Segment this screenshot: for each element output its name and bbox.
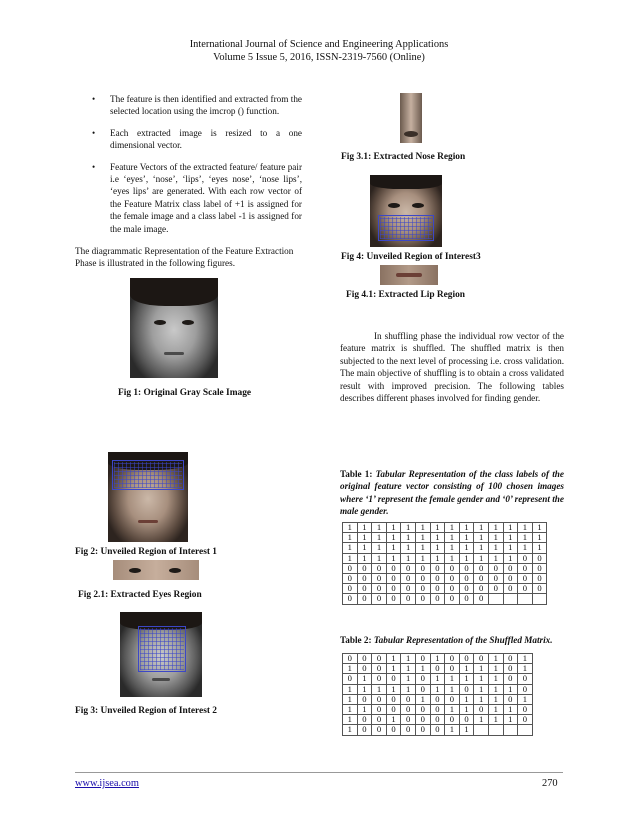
table-cell: 1 <box>503 523 518 533</box>
table2-caption <box>340 634 564 646</box>
table-cell: 1 <box>488 654 503 664</box>
table-cell: 1 <box>488 543 503 553</box>
table-cell: 1 <box>488 694 503 704</box>
eyes-region-image <box>113 560 199 580</box>
table-cell: 0 <box>357 563 372 573</box>
table-cell: 1 <box>343 694 358 704</box>
table-cell: 1 <box>415 533 430 543</box>
table-cell: 0 <box>445 654 460 664</box>
table-cell: 1 <box>415 553 430 563</box>
table-cell: 1 <box>430 543 445 553</box>
table-cell: 1 <box>343 664 358 674</box>
table-cell: 0 <box>386 584 401 594</box>
table-cell: 0 <box>357 654 372 664</box>
table-row <box>343 715 533 725</box>
table-cell: 1 <box>386 523 401 533</box>
table-cell: 0 <box>401 574 416 584</box>
table-cell: 1 <box>474 533 489 543</box>
feature-extraction-bullets <box>80 93 302 244</box>
table-cell: 1 <box>415 523 430 533</box>
table-cell: 1 <box>518 664 533 674</box>
table-cell: 1 <box>357 533 372 543</box>
table-cell: 0 <box>401 584 416 594</box>
table-cell: 1 <box>357 674 372 684</box>
table-cell: 1 <box>357 705 372 715</box>
table-row <box>343 664 533 674</box>
table-cell: 1 <box>488 553 503 563</box>
table-cell: 1 <box>459 705 474 715</box>
table-cell: 1 <box>372 553 387 563</box>
table-row <box>343 533 547 543</box>
table-cell: 1 <box>503 533 518 543</box>
table-row <box>343 684 533 694</box>
table-cell: 1 <box>488 523 503 533</box>
table-cell: 0 <box>401 594 416 604</box>
table-cell: 1 <box>401 654 416 664</box>
table-cell: 0 <box>372 594 387 604</box>
table-cell: 1 <box>343 553 358 563</box>
table-cell: 0 <box>401 715 416 725</box>
table-cell: 0 <box>430 574 445 584</box>
table-cell: 1 <box>372 684 387 694</box>
table-row <box>343 574 547 584</box>
table-row <box>343 584 547 594</box>
table-cell: 0 <box>488 574 503 584</box>
table-cell: 1 <box>372 543 387 553</box>
fig2-caption: Fig 2: Unveiled Region of Interest 1 <box>75 547 217 557</box>
table-cell: 1 <box>518 523 533 533</box>
table-cell: 1 <box>459 664 474 674</box>
table1-label: Table 1: <box>340 469 373 479</box>
table-cell: 0 <box>343 584 358 594</box>
table-cell: 0 <box>386 674 401 684</box>
table-cell: 1 <box>386 543 401 553</box>
table-cell: 0 <box>459 563 474 573</box>
table-cell: 0 <box>357 574 372 584</box>
table-cell: 0 <box>430 725 445 735</box>
table-cell: 0 <box>430 584 445 594</box>
table-row <box>343 654 533 664</box>
table-cell: 0 <box>503 674 518 684</box>
table-row <box>343 694 533 704</box>
table-cell: 0 <box>415 574 430 584</box>
table-row <box>343 705 533 715</box>
table-cell: 0 <box>357 715 372 725</box>
table2-caption-text: Tabular Representation of the Shuffled Matrix. <box>373 635 553 645</box>
table-cell: 1 <box>459 533 474 543</box>
table-cell: 0 <box>445 584 460 594</box>
table-cell: 0 <box>503 694 518 704</box>
fig41-caption: Fig 4.1: Extracted Lip Region <box>346 290 466 300</box>
table-cell: 0 <box>401 694 416 704</box>
roi1-face-image <box>108 452 188 542</box>
table-cell: 0 <box>343 594 358 604</box>
table1-caption-text: Tabular Representation of the class labels of the original feature vector consisting of 100 chosen images where ‘1’ represent the female gender and ‘0’ represent the male gender. <box>340 469 564 517</box>
table-cell: 0 <box>372 705 387 715</box>
table-cell: 1 <box>401 553 416 563</box>
list-item <box>80 127 302 152</box>
table-cell: 1 <box>474 715 489 725</box>
table-cell: 1 <box>430 654 445 664</box>
table-cell: 0 <box>518 574 533 584</box>
table-cell: 0 <box>357 664 372 674</box>
table-cell: 1 <box>445 725 460 735</box>
journal-header <box>0 38 638 64</box>
table-cell: 0 <box>532 563 547 573</box>
table-cell: 0 <box>372 563 387 573</box>
fig1-caption: Fig 1: Original Gray Scale Image <box>118 388 252 398</box>
table-cell: 0 <box>488 563 503 573</box>
table-cell: 0 <box>372 674 387 684</box>
table-row <box>343 523 547 533</box>
shuffled-matrix-table <box>342 653 533 736</box>
table-cell: 0 <box>488 584 503 594</box>
table-cell: 0 <box>474 574 489 584</box>
table-cell <box>518 594 533 604</box>
table-cell: 0 <box>445 694 460 704</box>
table-cell: 1 <box>343 725 358 735</box>
table-cell: 0 <box>343 674 358 684</box>
bullet-icon: • <box>92 94 96 104</box>
lip-region-image <box>380 265 438 285</box>
fig4-caption: Fig 4: Unveiled Region of Interest3 <box>341 252 481 262</box>
table-cell: 1 <box>343 543 358 553</box>
table-cell: 1 <box>488 533 503 543</box>
table-cell: 0 <box>459 715 474 725</box>
table-cell: 0 <box>503 563 518 573</box>
list-item <box>80 93 302 118</box>
table-cell: 0 <box>357 694 372 704</box>
table-cell: 0 <box>386 563 401 573</box>
table-cell: 0 <box>415 563 430 573</box>
table-cell: 0 <box>445 563 460 573</box>
table-cell <box>532 594 547 604</box>
table-cell: 1 <box>488 684 503 694</box>
table-row <box>343 594 547 604</box>
table-cell <box>474 725 489 735</box>
page-number: 270 <box>542 778 558 789</box>
table-cell: 1 <box>386 654 401 664</box>
table-cell: 1 <box>357 523 372 533</box>
table-cell: 1 <box>430 553 445 563</box>
table-cell: 1 <box>474 523 489 533</box>
table-cell: 0 <box>474 705 489 715</box>
table-cell: 1 <box>415 664 430 674</box>
shuffling-paragraph: In shuffling phase the individual row vector of the feature matrix is shuffled. The shuffled matrix is then subjected to the next level of processing i.e. cross validation. The main objective of shuffling is to obtain a cross validated result with improved precision. The following tables describes different phases involved for finding gender. <box>340 331 564 404</box>
table-cell: 1 <box>430 684 445 694</box>
table-cell <box>503 594 518 604</box>
table-cell: 0 <box>445 715 460 725</box>
nose-region-image <box>400 93 422 143</box>
table-cell: 1 <box>343 684 358 694</box>
table-cell: 1 <box>445 523 460 533</box>
table-cell: 0 <box>445 594 460 604</box>
table-cell: 1 <box>503 705 518 715</box>
table-cell: 0 <box>386 705 401 715</box>
table-cell: 0 <box>357 584 372 594</box>
table1-caption <box>340 468 564 518</box>
table-cell: 1 <box>474 694 489 704</box>
table-cell <box>488 725 503 735</box>
table-cell: 1 <box>488 715 503 725</box>
table-cell: 0 <box>518 674 533 684</box>
table-cell: 0 <box>503 574 518 584</box>
table-cell: 0 <box>474 584 489 594</box>
table-cell: 0 <box>415 584 430 594</box>
table-cell: 0 <box>459 684 474 694</box>
table-cell: 0 <box>386 574 401 584</box>
table-cell: 0 <box>415 705 430 715</box>
class-label-table <box>342 522 547 605</box>
journal-title: International Journal of Science and Engineering Applications <box>189 39 449 50</box>
table-cell: 1 <box>357 684 372 694</box>
table-cell: 0 <box>372 574 387 584</box>
table-cell: 0 <box>401 705 416 715</box>
table-cell: 0 <box>459 584 474 594</box>
table-cell: 1 <box>518 543 533 553</box>
roi2-face-image <box>120 612 202 697</box>
table-cell: 0 <box>415 715 430 725</box>
table-cell: 0 <box>415 594 430 604</box>
bullet-text: The feature is then identified and extracted from the selected location using the imcrop () function. <box>110 94 302 117</box>
table-cell: 0 <box>430 715 445 725</box>
table-cell: 1 <box>401 684 416 694</box>
table-cell: 0 <box>386 694 401 704</box>
table-cell: 0 <box>343 654 358 664</box>
roi3-face-image <box>370 175 442 247</box>
table-cell: 0 <box>474 594 489 604</box>
table-cell: 1 <box>343 533 358 543</box>
table-cell: 0 <box>459 574 474 584</box>
table-cell: 1 <box>503 543 518 553</box>
table-cell: 1 <box>415 543 430 553</box>
table-cell: 1 <box>401 533 416 543</box>
fig21-caption: Fig 2.1: Extracted Eyes Region <box>78 590 202 600</box>
journal-issue: Volume 5 Issue 5, 2016, ISSN-2319-7560 (Online) <box>213 52 425 63</box>
intro-paragraph: The diagrammatic Representation of the Feature Extraction Phase is illustrated in the following figures. <box>75 246 294 269</box>
table-cell: 0 <box>372 694 387 704</box>
table-cell: 1 <box>459 523 474 533</box>
table-cell: 0 <box>532 553 547 563</box>
table-cell: 1 <box>372 533 387 543</box>
table-cell: 0 <box>357 594 372 604</box>
table-row <box>343 543 547 553</box>
table-cell: 0 <box>474 654 489 664</box>
table-cell: 0 <box>415 654 430 664</box>
table-cell: 0 <box>518 715 533 725</box>
table-cell: 0 <box>386 725 401 735</box>
table-cell: 0 <box>343 574 358 584</box>
table-cell: 0 <box>474 563 489 573</box>
table-cell: 0 <box>430 563 445 573</box>
table-cell: 1 <box>445 674 460 684</box>
table-cell: 0 <box>430 705 445 715</box>
table-cell: 1 <box>503 553 518 563</box>
table-cell: 1 <box>401 664 416 674</box>
fig3-caption: Fig 3: Unveiled Region of Interest 2 <box>75 706 217 716</box>
table-cell: 0 <box>503 654 518 664</box>
table-cell: 1 <box>357 553 372 563</box>
table-cell: 1 <box>503 684 518 694</box>
table-cell: 0 <box>459 654 474 664</box>
table-cell: 1 <box>445 543 460 553</box>
table-cell: 0 <box>372 584 387 594</box>
table-cell: 0 <box>445 664 460 674</box>
table-row <box>343 725 533 735</box>
table-cell: 0 <box>430 664 445 674</box>
table-cell: 0 <box>518 553 533 563</box>
gray-face-image <box>130 278 218 378</box>
table-cell: 0 <box>518 563 533 573</box>
table-cell: 1 <box>518 694 533 704</box>
table-cell: 1 <box>430 533 445 543</box>
bullet-icon: • <box>92 127 96 138</box>
table-cell: 1 <box>415 694 430 704</box>
table-cell: 0 <box>357 725 372 735</box>
table-cell: 1 <box>386 553 401 563</box>
table-cell: 1 <box>445 553 460 563</box>
table-cell: 0 <box>401 563 416 573</box>
table-cell: 1 <box>343 705 358 715</box>
table-cell: 0 <box>459 594 474 604</box>
table-cell: 1 <box>459 694 474 704</box>
footer-rule <box>75 772 563 773</box>
table-cell: 0 <box>532 574 547 584</box>
table-cell: 0 <box>518 684 533 694</box>
table-cell: 1 <box>474 664 489 674</box>
table-cell: 0 <box>372 715 387 725</box>
table2-label: Table 2: <box>340 635 372 645</box>
table-cell: 1 <box>445 684 460 694</box>
table-cell: 1 <box>459 725 474 735</box>
table-cell: 1 <box>474 684 489 694</box>
bullet-text: Each extracted image is resized to a one dimensional vector. <box>110 127 302 151</box>
table-cell: 1 <box>488 674 503 684</box>
table-cell: 1 <box>503 715 518 725</box>
table-cell: 1 <box>401 543 416 553</box>
table-cell: 0 <box>372 664 387 674</box>
table-row <box>343 563 547 573</box>
table-cell: 1 <box>474 674 489 684</box>
table-cell: 1 <box>518 533 533 543</box>
table-cell: 1 <box>488 664 503 674</box>
table-cell: 1 <box>488 705 503 715</box>
journal-url-link[interactable]: www.ijsea.com <box>75 778 139 789</box>
table-cell: 0 <box>445 574 460 584</box>
table-cell: 0 <box>415 684 430 694</box>
table-cell: 0 <box>372 725 387 735</box>
table-cell: 1 <box>386 684 401 694</box>
table-cell: 1 <box>372 523 387 533</box>
fig31-caption: Fig 3.1: Extracted Nose Region <box>341 152 466 162</box>
table-cell: 0 <box>430 594 445 604</box>
table-cell: 1 <box>532 523 547 533</box>
table-cell: 0 <box>430 694 445 704</box>
table-cell: 1 <box>445 705 460 715</box>
table-cell: 1 <box>343 715 358 725</box>
table-cell: 1 <box>474 553 489 563</box>
table-cell: 1 <box>474 543 489 553</box>
table-cell: 0 <box>518 584 533 594</box>
bullet-icon: • <box>92 161 96 172</box>
table-cell <box>518 725 533 735</box>
table-cell: 0 <box>518 705 533 715</box>
table-cell <box>503 725 518 735</box>
table-cell: 1 <box>401 674 416 684</box>
bullet-text: Feature Vectors of the extracted feature/ feature pair i.e ‘eyes’, ‘nose’, ‘lips’, ‘eyes nose’, ‘nose lips’, ‘eyes lips’ are generated. With each row vector of the Feature Matrix class label of +1 is assigned for the female image and a class label -1 is assigned for the male image. <box>110 161 302 234</box>
table-cell: 0 <box>386 594 401 604</box>
table-cell: 1 <box>401 523 416 533</box>
table-cell: 1 <box>518 654 533 664</box>
table-cell: 0 <box>372 654 387 664</box>
table-cell: 1 <box>532 533 547 543</box>
table-cell: 1 <box>532 543 547 553</box>
table-row <box>343 674 533 684</box>
table-cell: 1 <box>459 674 474 684</box>
list-item <box>80 161 302 235</box>
table-cell: 0 <box>415 674 430 684</box>
table-cell: 1 <box>459 553 474 563</box>
table-cell: 1 <box>357 543 372 553</box>
table-cell: 0 <box>415 725 430 735</box>
table-cell: 1 <box>386 715 401 725</box>
table-cell: 1 <box>430 674 445 684</box>
table-cell: 0 <box>343 563 358 573</box>
table-cell <box>488 594 503 604</box>
table-cell: 0 <box>503 584 518 594</box>
table-cell: 0 <box>532 584 547 594</box>
table-cell: 1 <box>430 523 445 533</box>
table-cell: 0 <box>401 725 416 735</box>
table-cell: 1 <box>343 523 358 533</box>
table-cell: 0 <box>503 664 518 674</box>
table-cell: 1 <box>386 533 401 543</box>
table-cell: 1 <box>459 543 474 553</box>
table-cell: 1 <box>445 533 460 543</box>
table-row <box>343 553 547 563</box>
table-cell: 1 <box>386 664 401 674</box>
